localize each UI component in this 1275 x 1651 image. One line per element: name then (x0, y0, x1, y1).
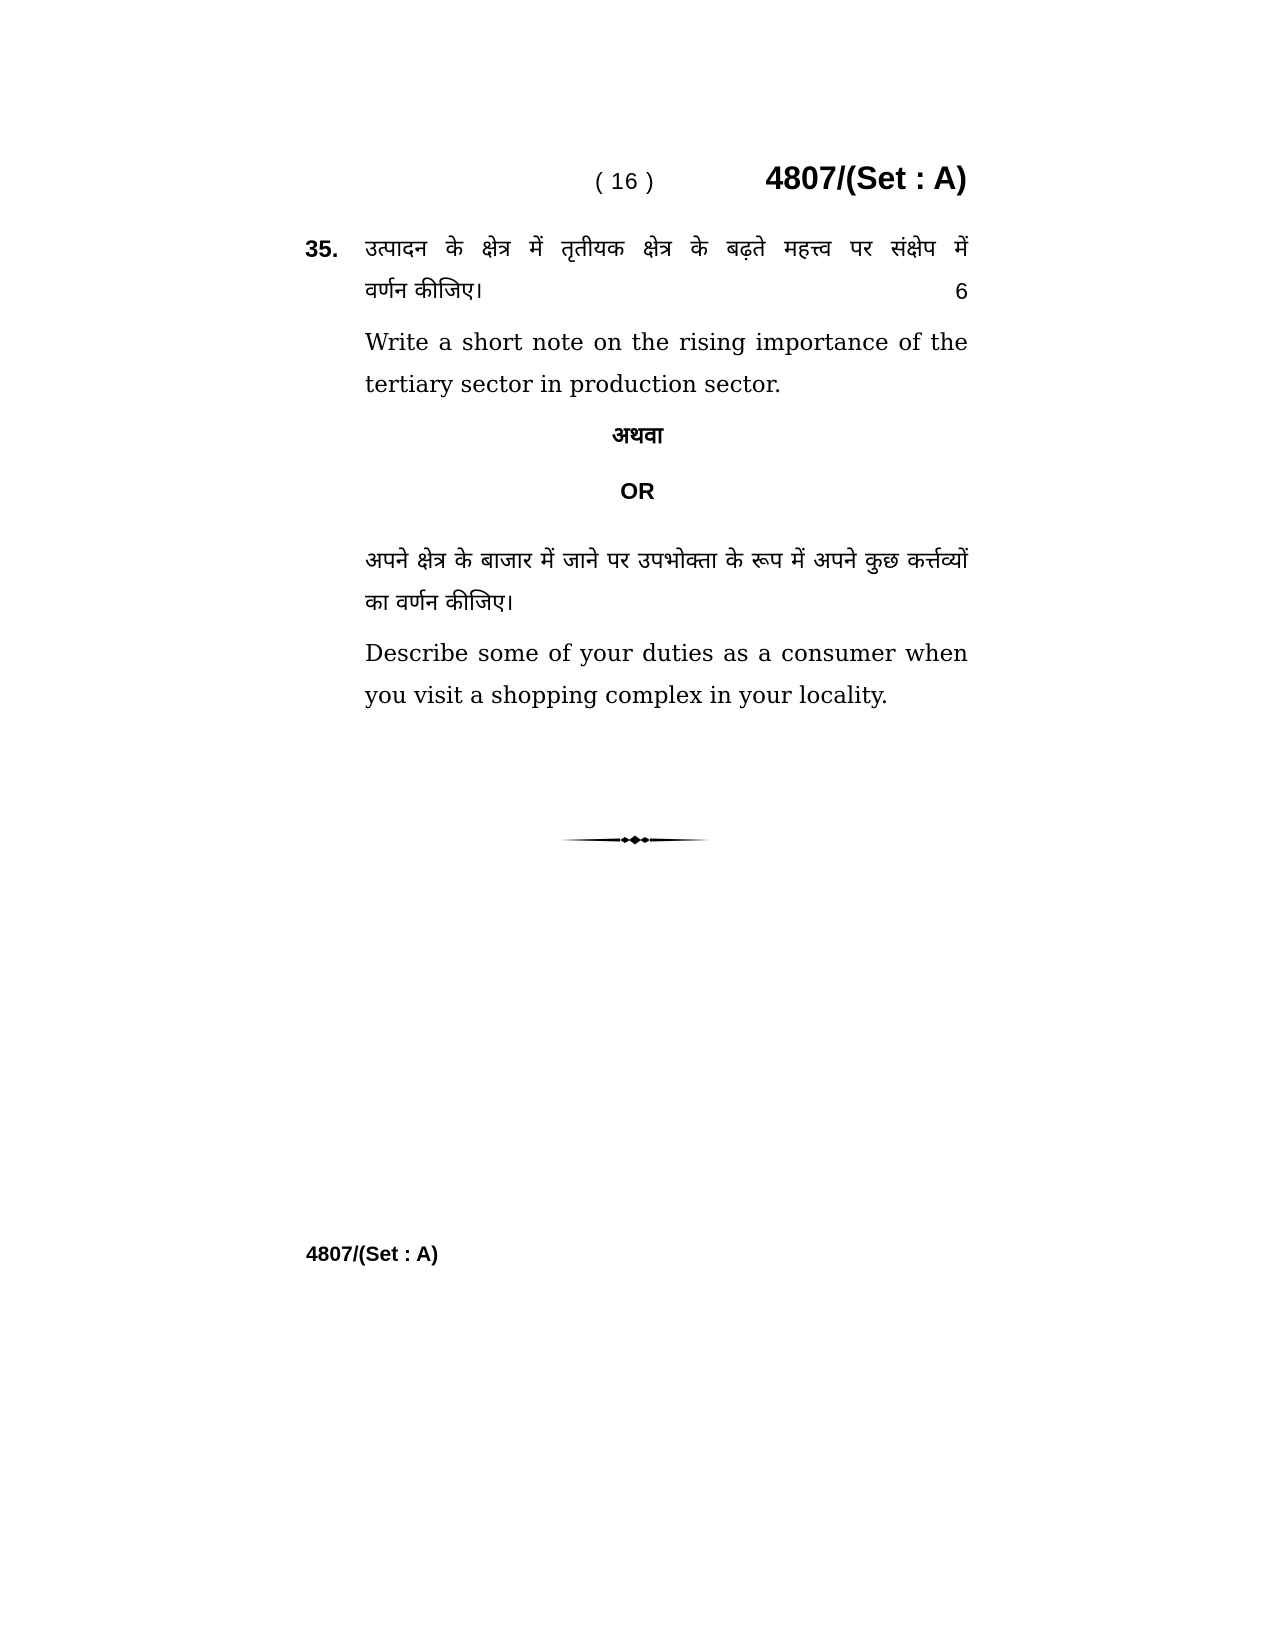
alternative-question-hindi: अपने क्षेत्र के बाजार में जाने पर उपभोक्ता के रूप में अपने कुछ कर्त्तव्यों का वर्णन कीजिए। (365, 548, 968, 616)
or-hindi (0, 418, 1275, 450)
header-paper-code: 4807/(Set : A) (765, 160, 967, 196)
end-ornament-icon (560, 833, 710, 847)
question-hindi-line2: वर्णन कीजिए। (365, 278, 483, 304)
alternative-question-english: Describe some of your duties as a consumer when you visit a shopping complex in your locality. (365, 641, 968, 709)
question-number: 35. (305, 236, 339, 263)
question-english: Write a short note on the rising importance of the tertiary sector in production sector. (365, 330, 968, 398)
question-hindi-line1: उत्पादन के क्षेत्र में तृतीयक क्षेत्र के बढ़ते महत्त्व पर संक्षेप में (365, 236, 968, 262)
or-english (0, 478, 1275, 505)
footer-paper-code: 4807/(Set : A) (306, 1243, 439, 1266)
or-hindi-text: अथवा (611, 423, 663, 449)
question-hindi-line2-row (365, 270, 968, 312)
page-number: ( 16 ) (595, 168, 655, 194)
or-english-text: OR (620, 478, 655, 504)
question-marks: 6 (955, 278, 968, 304)
